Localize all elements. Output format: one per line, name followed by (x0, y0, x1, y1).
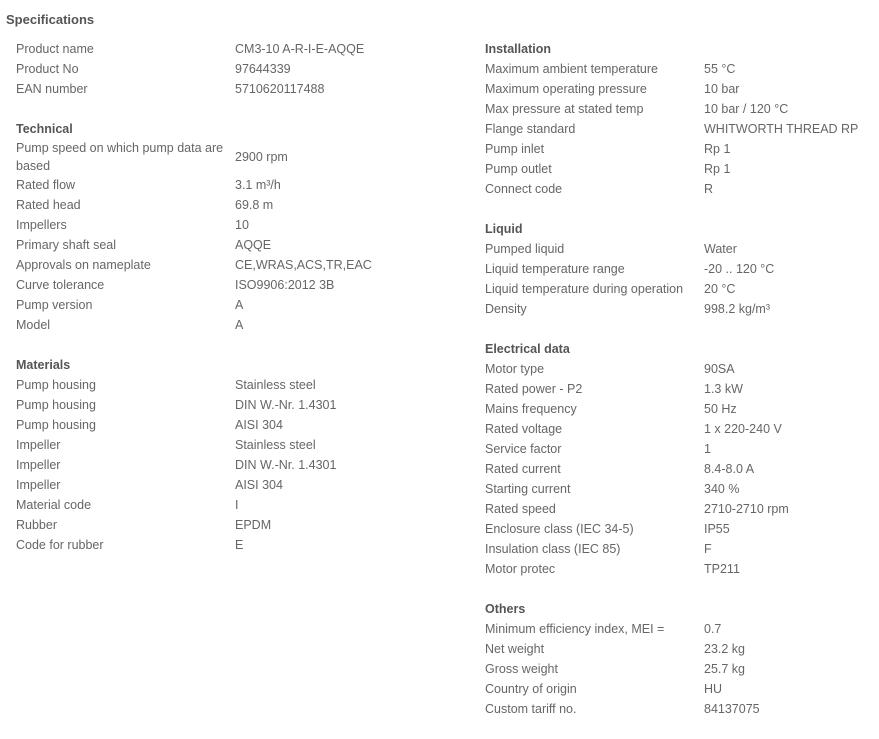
spec-label: Mains frequency (485, 402, 577, 416)
spec-label: Net weight (485, 642, 545, 656)
technical-section (16, 119, 466, 335)
spec-value: 25.7 kg (704, 662, 746, 676)
spec-label: Approvals on nameplate (16, 258, 151, 272)
spec-row (485, 519, 875, 539)
section-title-materials: Materials (16, 358, 71, 372)
spec-value: 998.2 kg/m³ (704, 302, 771, 316)
spec-label: Pump inlet (485, 142, 545, 156)
spec-label: Impeller (16, 458, 61, 472)
spec-row (485, 679, 875, 699)
spec-row (485, 259, 875, 279)
spec-row (485, 299, 875, 319)
spec-row (485, 99, 875, 119)
spec-row (16, 435, 466, 455)
spec-row (16, 215, 466, 235)
electrical-section (485, 339, 875, 579)
spec-row (16, 295, 466, 315)
spec-row (16, 139, 466, 175)
spec-value: Stainless steel (235, 438, 316, 452)
spec-value: 90SA (704, 362, 735, 376)
spec-row (485, 139, 875, 159)
spec-value: 5710620117488 (235, 82, 325, 96)
spec-value: 20 °C (704, 282, 736, 296)
spec-row (485, 639, 875, 659)
spec-value: A (235, 298, 244, 312)
spec-row (485, 539, 875, 559)
spec-row (485, 79, 875, 99)
spec-label: Insulation class (IEC 85) (485, 542, 621, 556)
spec-row (16, 495, 466, 515)
spec-row (485, 399, 875, 419)
spec-row (16, 315, 466, 335)
spec-label: Service factor (485, 442, 562, 456)
spec-value: 69.8 m (235, 198, 274, 212)
spec-row (16, 59, 466, 79)
spec-label: Product No (16, 62, 79, 76)
spec-row (485, 659, 875, 679)
spec-label: Pump housing (16, 398, 96, 412)
spec-value: CE,WRAS,ACS,TR,EAC (235, 258, 372, 272)
spec-label: Max pressure at stated temp (485, 102, 644, 116)
spec-value: E (235, 538, 244, 552)
spec-value: AISI 304 (235, 478, 283, 492)
spec-row (16, 475, 466, 495)
others-section (485, 599, 875, 719)
spec-value: 23.2 kg (704, 642, 746, 656)
spec-value: DIN W.-Nr. 1.4301 (235, 398, 337, 412)
spec-row (485, 59, 875, 79)
spec-row (16, 455, 466, 475)
spec-value: AQQE (235, 238, 272, 252)
spec-label: Motor type (485, 362, 545, 376)
spec-value: 340 % (704, 482, 740, 496)
page-title: Specifications (6, 12, 95, 27)
spec-label: Pump housing (16, 378, 96, 392)
section-title-liquid: Liquid (485, 222, 523, 236)
spec-value: ISO9906:2012 3B (235, 278, 335, 292)
spec-label: Rated power - P2 (485, 382, 583, 396)
spec-row (485, 459, 875, 479)
spec-label: Code for rubber (16, 538, 104, 552)
spec-value: AISI 304 (235, 418, 283, 432)
materials-section (16, 355, 466, 555)
spec-row (16, 535, 466, 555)
spec-label: Connect code (485, 182, 563, 196)
spec-label: Rated current (485, 462, 561, 476)
spec-row (485, 619, 875, 639)
spec-label: Enclosure class (IEC 34-5) (485, 522, 634, 536)
spec-row (16, 195, 466, 215)
spec-label: Liquid temperature during operation (485, 282, 684, 296)
spec-label: Material code (16, 498, 92, 512)
spec-label: Pump outlet (485, 162, 552, 176)
spec-value: 0.7 (704, 622, 722, 636)
spec-label: Custom tariff no. (485, 702, 577, 716)
spec-label: Model (16, 318, 51, 332)
spec-label: Pump housing (16, 418, 96, 432)
spec-value: CM3-10 A-R-I-E-AQQE (235, 42, 365, 56)
spec-value: 55 °C (704, 62, 736, 76)
spec-label: Curve tolerance (16, 278, 105, 292)
spec-label: Product name (16, 42, 94, 56)
right-column (485, 39, 875, 739)
spec-row (16, 375, 466, 395)
spec-value: 10 (235, 218, 249, 232)
spec-row (485, 159, 875, 179)
spec-label: Minimum efficiency index, MEI = (485, 622, 665, 636)
spec-label: Density (485, 302, 527, 316)
spec-value: Water (704, 242, 737, 256)
spec-label: Pumped liquid (485, 242, 565, 256)
spec-label: Primary shaft seal (16, 238, 117, 252)
spec-label: Maximum ambient temperature (485, 62, 658, 76)
spec-label: Impellers (16, 218, 67, 232)
spec-value: HU (704, 682, 723, 696)
spec-label: Pump version (16, 298, 93, 312)
liquid-section (485, 219, 875, 319)
spec-value: 10 bar (704, 82, 740, 96)
spec-value: 1 x 220-240 V (704, 422, 782, 436)
general-section (16, 39, 466, 99)
spec-value: 1.3 kW (704, 382, 743, 396)
spec-row (485, 279, 875, 299)
section-title-installation: Installation (485, 42, 551, 56)
spec-value: 50 Hz (704, 402, 737, 416)
spec-value: 10 bar / 120 °C (704, 102, 789, 116)
spec-label: Country of origin (485, 682, 577, 696)
spec-value: 97644339 (235, 62, 291, 76)
spec-value: 2710-2710 rpm (704, 502, 789, 516)
spec-value: F (704, 542, 712, 556)
spec-row (16, 175, 466, 195)
spec-label: Maximum operating pressure (485, 82, 647, 96)
spec-label: Rated speed (485, 502, 556, 516)
spec-row (16, 415, 466, 435)
spec-row (485, 179, 875, 199)
spec-value: Rp 1 (704, 162, 731, 176)
installation-section (485, 39, 875, 199)
spec-row (485, 239, 875, 259)
spec-row (16, 235, 466, 255)
spec-value: EPDM (235, 518, 272, 532)
spec-value: DIN W.-Nr. 1.4301 (235, 458, 337, 472)
spec-label: Rated voltage (485, 422, 563, 436)
left-column (16, 39, 466, 575)
spec-value: Stainless steel (235, 378, 316, 392)
spec-row (485, 359, 875, 379)
spec-label: Liquid temperature range (485, 262, 625, 276)
spec-value: WHITWORTH THREAD RP (704, 122, 859, 136)
spec-row (485, 559, 875, 579)
spec-value: IP55 (704, 522, 730, 536)
spec-label: Motor protec (485, 562, 556, 576)
spec-row (16, 255, 466, 275)
spec-label: Gross weight (485, 662, 558, 676)
spec-label: Impeller (16, 478, 61, 492)
spec-value: 2900 rpm (235, 150, 288, 164)
spec-label: Rubber (16, 518, 57, 532)
spec-row (485, 479, 875, 499)
spec-value: 84137075 (704, 702, 760, 716)
spec-row (485, 439, 875, 459)
spec-value: 3.1 m³/h (235, 178, 281, 192)
spec-row (16, 275, 466, 295)
section-title-others: Others (485, 602, 526, 616)
section-title-electrical: Electrical data (485, 342, 570, 356)
spec-value: R (704, 182, 714, 196)
spec-value: Rp 1 (704, 142, 731, 156)
spec-row (485, 379, 875, 399)
spec-row (16, 395, 466, 415)
spec-label: Rated head (16, 198, 81, 212)
spec-value: TP211 (704, 562, 740, 576)
spec-value: -20 .. 120 °C (704, 262, 775, 276)
section-title-technical: Technical (16, 122, 73, 136)
spec-value: I (235, 498, 239, 512)
spec-value: 8.4-8.0 A (704, 462, 755, 476)
spec-label: Impeller (16, 438, 61, 452)
spec-row (16, 79, 466, 99)
spec-value: A (235, 318, 244, 332)
spec-label: Rated flow (16, 178, 76, 192)
spec-label: Pump speed on which pump data are based (16, 141, 224, 173)
spec-label: Starting current (485, 482, 571, 496)
spec-value: 1 (704, 442, 711, 456)
spec-label: EAN number (16, 82, 88, 96)
spec-row (16, 515, 466, 535)
spec-row (16, 39, 466, 59)
spec-label: Flange standard (485, 122, 576, 136)
spec-row (485, 699, 875, 719)
spec-row (485, 419, 875, 439)
spec-row (485, 119, 875, 139)
spec-row (485, 499, 875, 519)
